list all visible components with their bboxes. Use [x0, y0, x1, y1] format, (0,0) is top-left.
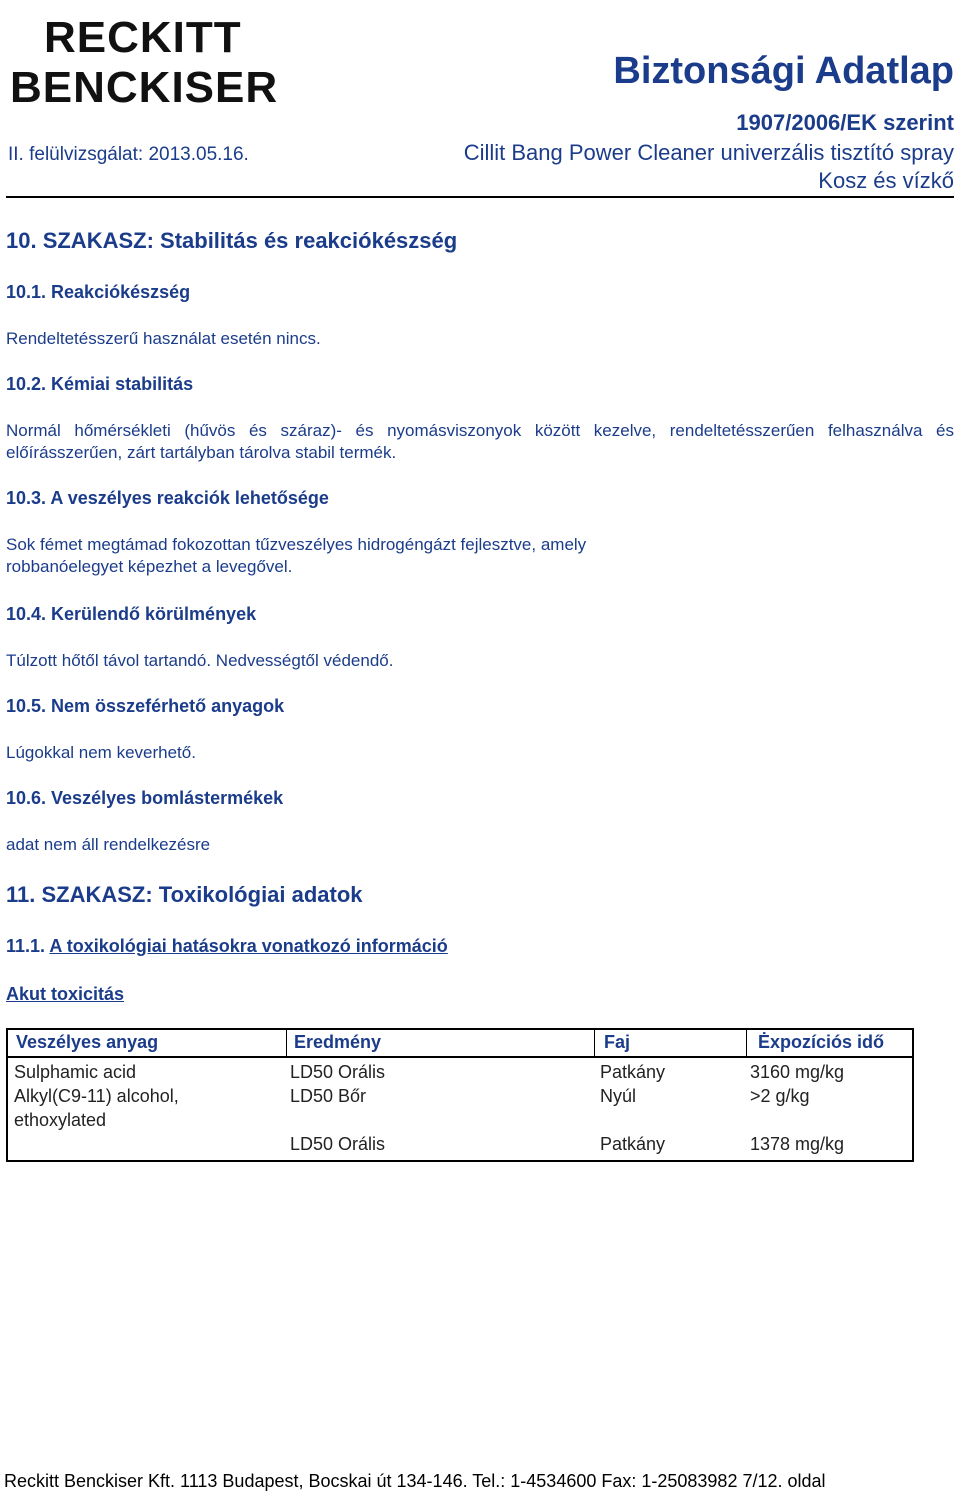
subsection-11-1-title: A toxikológiai hatásokra vonatkozó információ [49, 936, 448, 956]
page-footer: Reckitt Benckiser Kft. 1113 Budapest, Bocskai út 134-146. Tel.: 1-4534600 Fax: 1-25083982 7/12. oldal [4, 1471, 826, 1491]
document-title: Biztonsági Adatlap [613, 50, 954, 92]
acute-toxicity-table [6, 1028, 914, 1162]
table-cell-value: >2 g/kg [750, 1086, 810, 1106]
table-cell-result: LD50 Orális [290, 1062, 386, 1082]
product-subtitle: Kosz és vízkő [818, 168, 954, 193]
logo-line-1: RECKITT [44, 13, 242, 62]
column-header-result: Eredmény [294, 1032, 382, 1052]
column-divider [594, 1030, 595, 1056]
subsection-11-1-number: 11.1. [6, 936, 46, 956]
subsection-10-1-text: Rendeltetésszerű használat esetén nincs. [6, 329, 321, 348]
header-divider [6, 196, 954, 198]
regulation-reference: 1907/2006/EK szerint [736, 110, 954, 135]
column-header-substance: Veszélyes anyag [16, 1032, 159, 1052]
subsection-10-1-heading: 10.1. Reakciókészség [6, 282, 191, 302]
table-cell-result: LD50 Bőr [290, 1086, 367, 1106]
product-name: Cillit Bang Power Cleaner univerzális tisztító spray [463, 140, 954, 165]
table-cell-species: Patkány [600, 1134, 666, 1154]
table-cell-value: 1378 mg/kg [750, 1134, 845, 1154]
subsection-10-3-heading: 10.3. A veszélyes reakciók lehetősége [6, 488, 329, 508]
acute-toxicity-label: Akut toxicitás [6, 984, 125, 1004]
section-10-heading: 10. SZAKASZ: Stabilitás és reakciókészség [6, 228, 458, 253]
table-header-row [8, 1030, 912, 1058]
table-cell-substance: Alkyl(C9-11) alcohol, [14, 1086, 179, 1106]
column-header-exposure: Ėxpozíciós idő [758, 1032, 885, 1052]
column-divider [746, 1030, 747, 1056]
subsection-11-1-heading [6, 936, 448, 957]
subsection-10-4-text: Túlzott hőtől távol tartandó. Nedvességtől védendő. [6, 651, 394, 670]
table-cell-species: Patkány [600, 1062, 666, 1082]
revision-date: II. felülvizsgálat: 2013.05.16. [8, 144, 249, 165]
table-cell-species: Nyúl [600, 1086, 637, 1106]
subsection-10-4-heading: 10.4. Kerülendő körülmények [6, 604, 257, 624]
subsection-10-3-text: Sok fémet megtámad fokozottan tűzveszélyes hidrogéngázt fejlesztve, amely robbanóelegyet képezhet a levegővel. [6, 535, 587, 576]
table-cell-value: 3160 mg/kg [750, 1062, 845, 1082]
subsection-10-6-text: adat nem áll rendelkezésre [6, 835, 211, 854]
section-11-heading: 11. SZAKASZ: Toxikológiai adatok [6, 882, 363, 907]
table-cell-substance: ethoxylated [14, 1110, 107, 1130]
logo-line-2: BENCKISER [10, 63, 279, 108]
subsection-10-5-heading: 10.5. Nem összeférhető anyagok [6, 696, 285, 716]
column-header-species: Faj [604, 1032, 631, 1052]
company-logo [8, 8, 298, 108]
subsection-10-6-heading: 10.6. Veszélyes bomlástermékek [6, 788, 284, 808]
table-cell-result: LD50 Orális [290, 1134, 386, 1154]
subsection-10-2-heading: 10.2. Kémiai stabilitás [6, 374, 194, 394]
table-cell-substance: Sulphamic acid [14, 1062, 137, 1082]
subsection-10-5-text: Lúgokkal nem keverhető. [6, 743, 196, 762]
column-divider [286, 1030, 287, 1056]
subsection-10-2-text: Normál hőmérsékleti (hűvös és száraz)- és nyomásviszonyok között kezelve, rendeltetésszerűen felhasználva és előírásszerűen, zárt tartályban tárolva stabil termék. [6, 421, 954, 462]
